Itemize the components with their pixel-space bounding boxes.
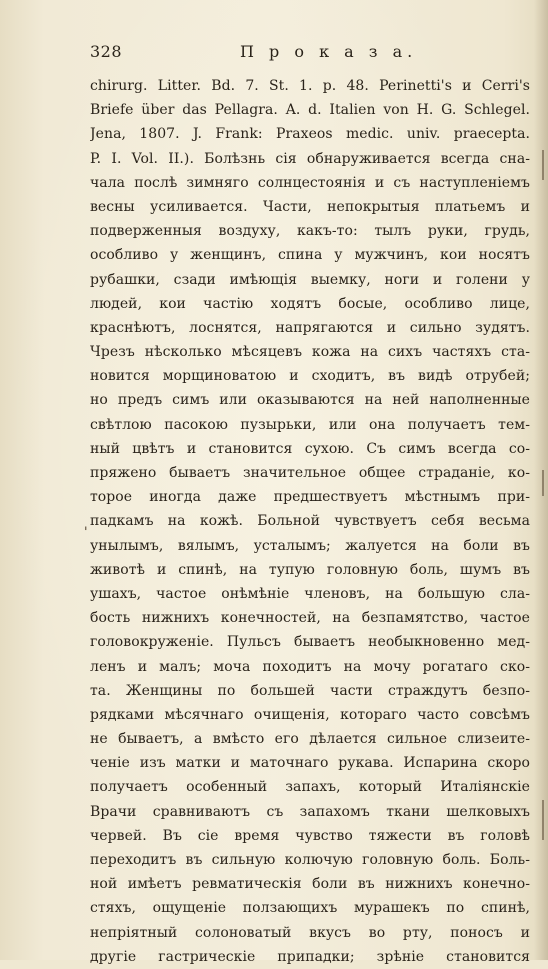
text-line: ный цвѣтъ и становится сухою. Съ симъ всегда со- [90,440,530,457]
text-line: Чрезъ нѣсколько мѣсяцевъ кожа на сихъ частяхъ ста- [90,344,530,361]
text-line: та. Женщины по большей части страждутъ безпо- [90,682,530,699]
text-line: особливо у женщинъ, спина у мужчинъ, кои носятъ [90,247,530,264]
text-line: chirurg. Litter. Bd. 7. St. 1. p. 48. Perinetti's и Cerri's [90,78,530,94]
text-line: рубашки, сзади имѣющія выемку, ноги и голени у [90,271,530,288]
page-header [90,42,530,64]
edge-mark [542,470,544,496]
text-line: получаетъ особенный запахъ, который Италіянскіе [90,779,530,796]
text-line: падкамъ на кожѣ. Больной чувствуетъ себя весьма [90,513,530,530]
body-text [90,74,530,969]
text-line: P. I. Vol. II.). Болѣзнь сія обнаруживается всегда сна- [90,150,530,167]
text-line: торое иногда даже предшествуетъ мѣстнымъ при- [90,489,530,506]
edge-mark [542,150,544,180]
text-line: ленъ и малъ; моча походитъ на мочу рогатаго ско- [90,658,530,675]
text-line: головокруженіе. Пульсъ бываетъ необыкновенно мед- [90,634,530,651]
text-line: пряжено бываетъ значительное общее страданіе, ко- [90,465,530,481]
text-line: бость нижнихъ конечностей, на безпамятство, частое [90,610,530,627]
text-line: стяхъ, ощущеніе ползающихъ мурашекъ по спинѣ, [90,900,530,917]
text-line: чала послѣ зимняго солнцестоянія и съ наступленіемъ [90,174,530,191]
text-line: новится морщиноватою и сходитъ, въ видѣ отрубей; [90,368,530,385]
text-line: Briefe über das Pellagra. A. d. Italien von H. G. Schlegel. [90,102,530,119]
text-line: другіе гастрическіе припадки; зрѣніе становится [90,948,530,965]
text-line: весны усиливается. Части, непокрытыя платьемъ и [90,198,530,215]
edge-mark [542,800,544,840]
text-line: краснѣютъ, лоснятся, напрягаются и сильно зудятъ. [90,319,530,336]
text-line: унылымъ, вялымъ, усталымъ; жалуется на боли въ [90,537,530,554]
text-line: ной имѣетъ ревматическія боли въ нижнихъ конечно- [90,876,530,893]
text-line: непріятный солоноватый вкусъ во рту, поносъ и [90,924,530,941]
text-line: людей, кои частію ходятъ босые, особливо лице, [90,295,530,312]
text-line: животѣ и спинѣ, на тупую головную боль, шумъ въ [90,561,530,578]
text-line: червей. Въ сіе время чувство тяжести въ головѣ [90,827,530,844]
page-edge-shadow [534,0,548,960]
text-line: Врачи сравниваютъ съ запахомъ ткани шелковыхъ [90,803,530,820]
text-line: свѣтлою пасокою пузырьки, или она получаетъ тем- [90,416,530,433]
text-line: ушахъ, частое онѣмѣніе членовъ, на большую сла- [90,585,530,602]
text-line: ченіе изъ матки и маточнаго рукава. Испарина скоро [90,755,530,772]
text-line: не бываетъ, а вмѣсто его дѣлается сильное слизеите- [90,731,530,748]
text-line: но предъ симъ или оказываются на ней наполненные [90,392,530,409]
text-line: рядками мѣсячнаго очищенія, котораго часто совсѣмъ [90,706,530,723]
page-number: 328 [90,42,123,61]
margin-mark: ' [84,525,88,540]
text-line: подверженныя воздуху, какъ-то: тылъ руки, грудь, [90,223,530,240]
text-line: Jena, 1807. J. Frank: Praxeos medic. univ. praecepta. [90,126,530,143]
text-line: переходитъ въ сильную колючую головную боль. Боль- [90,852,530,868]
running-title: П р о к а з а. [240,42,418,61]
